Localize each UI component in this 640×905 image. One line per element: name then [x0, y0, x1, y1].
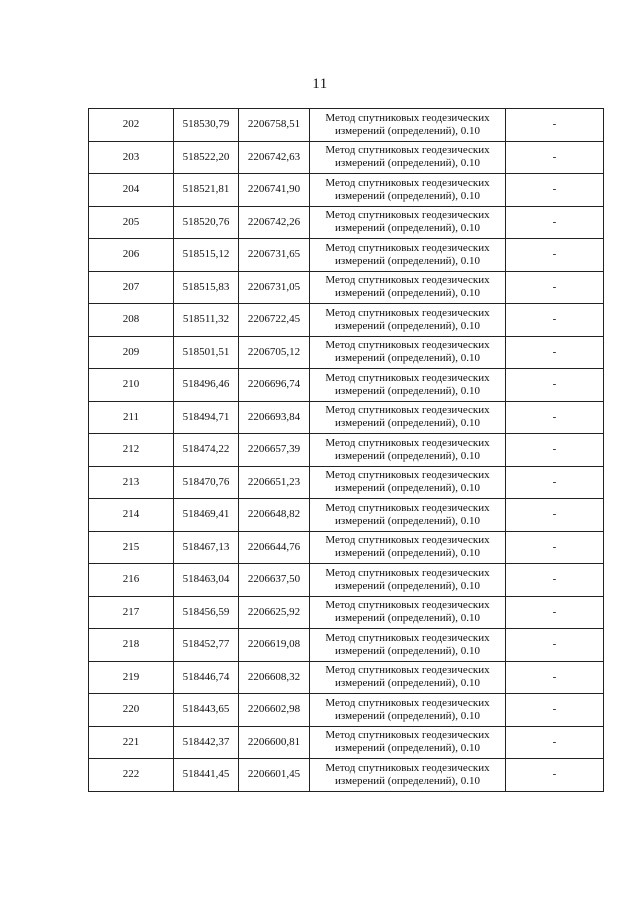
- point-number-cell: 208: [89, 304, 174, 337]
- method-text-line-2: измерений (определений), 0.10: [335, 222, 480, 235]
- note-cell: -: [506, 629, 604, 662]
- note-cell: -: [506, 174, 604, 207]
- point-number-cell: 211: [89, 401, 174, 434]
- table-row: [89, 726, 604, 759]
- table-row: [89, 434, 604, 467]
- y-coordinate-cell: 2206731,05: [239, 271, 310, 304]
- y-coordinate-cell: 2206651,23: [239, 466, 310, 499]
- y-coordinate-cell: 2206742,26: [239, 206, 310, 239]
- y-coordinate-cell: 2206602,98: [239, 694, 310, 727]
- point-number-cell: 209: [89, 336, 174, 369]
- note-cell: -: [506, 141, 604, 174]
- note-cell: -: [506, 369, 604, 402]
- point-number-cell: 216: [89, 564, 174, 597]
- note-cell: -: [506, 109, 604, 142]
- point-number-cell: 214: [89, 499, 174, 532]
- method-text-line-2: измерений (определений), 0.10: [335, 644, 480, 657]
- method-cell: [310, 531, 506, 564]
- method-text-line-2: измерений (определений), 0.10: [335, 579, 480, 592]
- method-cell: [310, 759, 506, 792]
- note-cell: -: [506, 336, 604, 369]
- method-text-line-1: Метод спутниковых геодезических: [325, 729, 490, 742]
- method-text-line-1: Метод спутниковых геодезических: [325, 209, 490, 222]
- method-text-line-1: Метод спутниковых геодезических: [325, 631, 490, 644]
- x-coordinate-cell: 518521,81: [174, 174, 239, 207]
- method-text-line-1: Метод спутниковых геодезических: [325, 111, 490, 124]
- method-text-line-2: измерений (определений), 0.10: [335, 124, 480, 137]
- point-number-cell: 219: [89, 661, 174, 694]
- method-text-line-2: измерений (определений), 0.10: [335, 287, 480, 300]
- method-text-line-2: измерений (определений), 0.10: [335, 319, 480, 332]
- x-coordinate-cell: 518511,32: [174, 304, 239, 337]
- x-coordinate-cell: 518520,76: [174, 206, 239, 239]
- point-number-cell: 206: [89, 239, 174, 272]
- y-coordinate-cell: 2206637,50: [239, 564, 310, 597]
- table-row: [89, 466, 604, 499]
- method-cell: [310, 239, 506, 272]
- note-cell: -: [506, 271, 604, 304]
- table-row: [89, 596, 604, 629]
- x-coordinate-cell: 518496,46: [174, 369, 239, 402]
- note-cell: -: [506, 531, 604, 564]
- y-coordinate-cell: 2206644,76: [239, 531, 310, 564]
- x-coordinate-cell: 518522,20: [174, 141, 239, 174]
- method-text-line-2: измерений (определений), 0.10: [335, 449, 480, 462]
- y-coordinate-cell: 2206625,92: [239, 596, 310, 629]
- y-coordinate-cell: 2206601,45: [239, 759, 310, 792]
- x-coordinate-cell: 518469,41: [174, 499, 239, 532]
- method-cell: [310, 466, 506, 499]
- method-cell: [310, 434, 506, 467]
- table-row: [89, 369, 604, 402]
- method-cell: [310, 726, 506, 759]
- x-coordinate-cell: 518463,04: [174, 564, 239, 597]
- method-cell: [310, 661, 506, 694]
- method-cell: [310, 596, 506, 629]
- x-coordinate-cell: 518443,65: [174, 694, 239, 727]
- method-cell: [310, 369, 506, 402]
- method-text-line-1: Метод спутниковых геодезических: [325, 436, 490, 449]
- point-number-cell: 212: [89, 434, 174, 467]
- table-row: [89, 109, 604, 142]
- x-coordinate-cell: 518452,77: [174, 629, 239, 662]
- method-cell: [310, 109, 506, 142]
- point-number-cell: 218: [89, 629, 174, 662]
- coordinates-table-body: [89, 109, 604, 792]
- point-number-cell: 205: [89, 206, 174, 239]
- method-text-line-2: измерений (определений), 0.10: [335, 514, 480, 527]
- point-number-cell: 210: [89, 369, 174, 402]
- method-cell: [310, 141, 506, 174]
- table-row: [89, 401, 604, 434]
- method-text-line-1: Метод спутниковых геодезических: [325, 241, 490, 254]
- table-row: [89, 304, 604, 337]
- coordinates-table: [88, 108, 604, 792]
- table-row: [89, 661, 604, 694]
- method-text-line-1: Метод спутниковых геодезических: [325, 274, 490, 287]
- y-coordinate-cell: 2206696,74: [239, 369, 310, 402]
- note-cell: -: [506, 434, 604, 467]
- x-coordinate-cell: 518530,79: [174, 109, 239, 142]
- y-coordinate-cell: 2206600,81: [239, 726, 310, 759]
- point-number-cell: 202: [89, 109, 174, 142]
- method-text-line-2: измерений (определений), 0.10: [335, 384, 480, 397]
- page-number: 11: [312, 76, 328, 92]
- point-number-cell: 215: [89, 531, 174, 564]
- point-number-cell: 204: [89, 174, 174, 207]
- y-coordinate-cell: 2206742,63: [239, 141, 310, 174]
- method-text-line-1: Метод спутниковых геодезических: [325, 566, 490, 579]
- note-cell: -: [506, 206, 604, 239]
- note-cell: -: [506, 499, 604, 532]
- y-coordinate-cell: 2206657,39: [239, 434, 310, 467]
- x-coordinate-cell: 518441,45: [174, 759, 239, 792]
- point-number-cell: 203: [89, 141, 174, 174]
- point-number-cell: 221: [89, 726, 174, 759]
- method-cell: [310, 174, 506, 207]
- y-coordinate-cell: 2206619,08: [239, 629, 310, 662]
- y-coordinate-cell: 2206705,12: [239, 336, 310, 369]
- y-coordinate-cell: 2206608,32: [239, 661, 310, 694]
- x-coordinate-cell: 518515,12: [174, 239, 239, 272]
- method-text-line-2: измерений (определений), 0.10: [335, 774, 480, 787]
- y-coordinate-cell: 2206741,90: [239, 174, 310, 207]
- point-number-cell: 220: [89, 694, 174, 727]
- note-cell: -: [506, 759, 604, 792]
- method-text-line-1: Метод спутниковых геодезических: [325, 371, 490, 384]
- method-cell: [310, 694, 506, 727]
- note-cell: -: [506, 726, 604, 759]
- method-text-line-1: Метод спутниковых геодезических: [325, 696, 490, 709]
- method-text-line-1: Метод спутниковых геодезических: [325, 664, 490, 677]
- method-cell: [310, 336, 506, 369]
- method-text-line-1: Метод спутниковых геодезических: [325, 599, 490, 612]
- point-number-cell: 213: [89, 466, 174, 499]
- method-text-line-1: Метод спутниковых геодезических: [325, 501, 490, 514]
- method-text-line-1: Метод спутниковых геодезических: [325, 339, 490, 352]
- method-text-line-2: измерений (определений), 0.10: [335, 677, 480, 690]
- table-row: [89, 694, 604, 727]
- y-coordinate-cell: 2206758,51: [239, 109, 310, 142]
- method-cell: [310, 499, 506, 532]
- table-row: [89, 759, 604, 792]
- method-text-line-2: измерений (определений), 0.10: [335, 482, 480, 495]
- table-row: [89, 271, 604, 304]
- note-cell: -: [506, 304, 604, 337]
- method-cell: [310, 564, 506, 597]
- table-row: [89, 206, 604, 239]
- method-text-line-1: Метод спутниковых геодезических: [325, 176, 490, 189]
- x-coordinate-cell: 518446,74: [174, 661, 239, 694]
- y-coordinate-cell: 2206693,84: [239, 401, 310, 434]
- x-coordinate-cell: 518501,51: [174, 336, 239, 369]
- method-text-line-2: измерений (определений), 0.10: [335, 189, 480, 202]
- note-cell: -: [506, 466, 604, 499]
- x-coordinate-cell: 518474,22: [174, 434, 239, 467]
- x-coordinate-cell: 518442,37: [174, 726, 239, 759]
- y-coordinate-cell: 2206648,82: [239, 499, 310, 532]
- method-text-line-2: измерений (определений), 0.10: [335, 709, 480, 722]
- point-number-cell: 217: [89, 596, 174, 629]
- x-coordinate-cell: 518456,59: [174, 596, 239, 629]
- x-coordinate-cell: 518494,71: [174, 401, 239, 434]
- note-cell: -: [506, 239, 604, 272]
- method-text-line-1: Метод спутниковых геодезических: [325, 469, 490, 482]
- point-number-cell: 207: [89, 271, 174, 304]
- x-coordinate-cell: 518470,76: [174, 466, 239, 499]
- x-coordinate-cell: 518515,83: [174, 271, 239, 304]
- method-text-line-2: измерений (определений), 0.10: [335, 742, 480, 755]
- x-coordinate-cell: 518467,13: [174, 531, 239, 564]
- method-text-line-1: Метод спутниковых геодезических: [325, 761, 490, 774]
- table-row: [89, 531, 604, 564]
- method-cell: [310, 629, 506, 662]
- method-text-line-1: Метод спутниковых геодезических: [325, 306, 490, 319]
- table-row: [89, 141, 604, 174]
- note-cell: -: [506, 661, 604, 694]
- note-cell: -: [506, 596, 604, 629]
- table-row: [89, 336, 604, 369]
- table-row: [89, 499, 604, 532]
- method-text-line-1: Метод спутниковых геодезических: [325, 404, 490, 417]
- note-cell: -: [506, 564, 604, 597]
- method-text-line-2: измерений (определений), 0.10: [335, 417, 480, 430]
- method-text-line-2: измерений (определений), 0.10: [335, 254, 480, 267]
- method-text-line-2: измерений (определений), 0.10: [335, 157, 480, 170]
- method-text-line-2: измерений (определений), 0.10: [335, 352, 480, 365]
- y-coordinate-cell: 2206731,65: [239, 239, 310, 272]
- method-cell: [310, 401, 506, 434]
- method-text-line-2: измерений (определений), 0.10: [335, 547, 480, 560]
- method-text-line-1: Метод спутниковых геодезических: [325, 534, 490, 547]
- method-cell: [310, 271, 506, 304]
- table-row: [89, 629, 604, 662]
- point-number-cell: 222: [89, 759, 174, 792]
- method-cell: [310, 304, 506, 337]
- method-text-line-2: измерений (определений), 0.10: [335, 612, 480, 625]
- table-row: [89, 239, 604, 272]
- y-coordinate-cell: 2206722,45: [239, 304, 310, 337]
- method-text-line-1: Метод спутниковых геодезических: [325, 144, 490, 157]
- table-row: [89, 174, 604, 207]
- note-cell: -: [506, 401, 604, 434]
- method-cell: [310, 206, 506, 239]
- note-cell: -: [506, 694, 604, 727]
- table-row: [89, 564, 604, 597]
